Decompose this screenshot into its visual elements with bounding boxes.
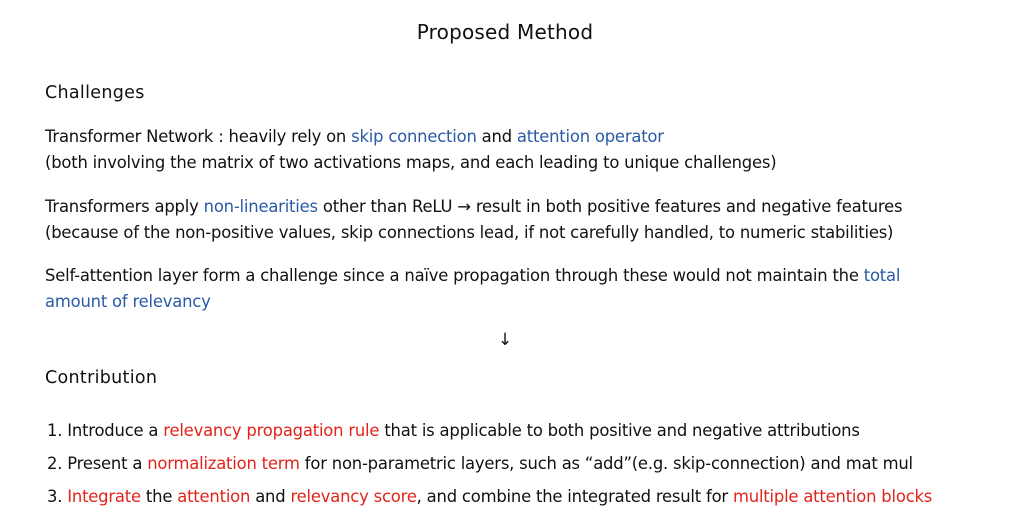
down-arrow-icon: ↓ — [497, 330, 513, 350]
item-text: and — [250, 487, 291, 506]
attention-highlight: attention — [177, 487, 251, 506]
challenge-2-detail: (because of the non-positive values, skip connections lead, if not carefully handled, to numeric stabilities) — [45, 223, 894, 242]
item-number: 2. — [47, 454, 68, 473]
challenge-2-text: Transformers apply — [45, 197, 204, 216]
page-title: Proposed Method — [416, 20, 594, 44]
challenge-1-text: Transformer Network : heavily rely on — [45, 127, 352, 146]
attention-operator-highlight: attention operator — [516, 127, 664, 146]
challenge-paragraph-1 — [45, 124, 975, 176]
challenge-1-detail: (both involving the matrix of two activations maps, and each leading to unique challenges) — [45, 153, 777, 172]
challenge-paragraph-2 — [45, 194, 975, 246]
item-text: , and combine the integrated result for — [416, 487, 733, 506]
normalization-term-highlight: normalization term — [147, 454, 300, 473]
total-relevancy-highlight-1: total — [863, 266, 901, 285]
contribution-list — [47, 420, 932, 519]
item-text-end: for non-parametric layers, such as “add”(e.g. skip-connection) and mat mul — [299, 454, 913, 473]
challenge-paragraph-3 — [45, 263, 975, 315]
item-text: Present a — [67, 454, 148, 473]
non-linearities-highlight: non-linearities — [203, 197, 318, 216]
item-number: 1. — [47, 421, 68, 440]
challenges-heading: Challenges — [45, 83, 145, 103]
skip-connection-highlight: skip connection — [351, 127, 477, 146]
item-text: the — [140, 487, 178, 506]
item-text: Introduce a — [67, 421, 164, 440]
integrate-highlight: Integrate — [67, 487, 141, 506]
contribution-item-1 — [47, 420, 932, 453]
relevancy-score-highlight: relevancy score — [290, 487, 417, 506]
contribution-item-2 — [47, 453, 932, 486]
item-text-end: that is applicable to both positive and negative attributions — [379, 421, 860, 440]
challenge-2-text-end: other than ReLU → result in both positive features and negative features — [317, 197, 903, 216]
total-relevancy-highlight-2: amount of relevancy — [45, 292, 211, 311]
multiple-attention-blocks-highlight: multiple attention blocks — [732, 487, 933, 506]
challenge-3-text: Self-attention layer form a challenge since a naïve propagation through these would not maintain the — [45, 266, 864, 285]
item-number: 3. — [47, 487, 68, 506]
contribution-heading: Contribution — [45, 368, 158, 388]
contribution-item-3 — [47, 486, 932, 519]
challenge-1-conjunction: and — [476, 127, 517, 146]
relevancy-propagation-rule-highlight: relevancy propagation rule — [163, 421, 380, 440]
